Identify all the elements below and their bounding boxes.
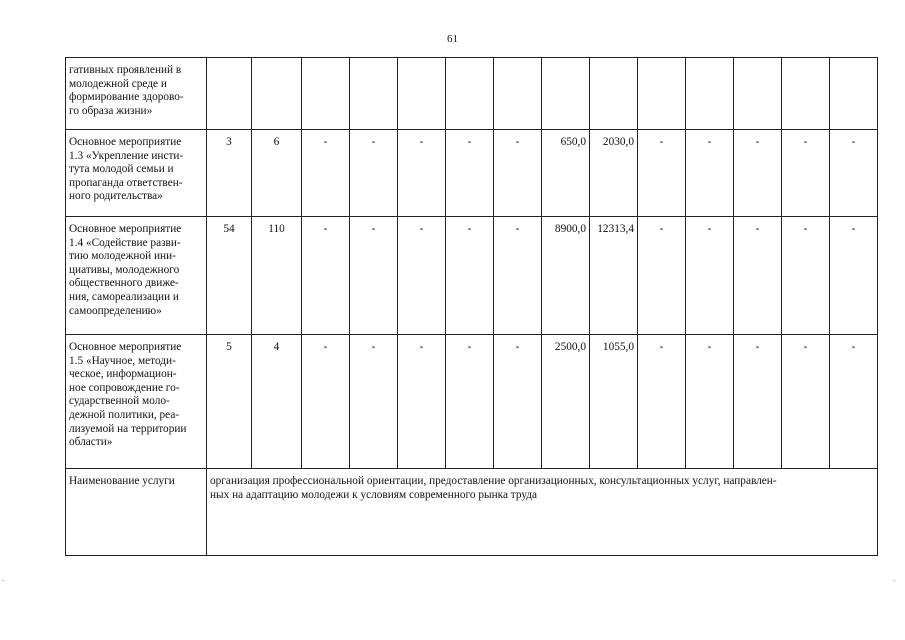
service-row [66, 469, 878, 556]
activity-label [66, 130, 207, 217]
table-cell: - [830, 130, 878, 217]
table-cell: 2500,0 [542, 335, 590, 469]
activity-label-line: 1.3 «Укрепление инсти- [69, 149, 184, 162]
activity-label-line: самоопределению» [69, 304, 162, 317]
table-cell: - [686, 335, 734, 469]
activity-label [66, 58, 207, 130]
program-activities-table [65, 57, 878, 556]
activity-label-line: ческое, информацион- [69, 368, 177, 381]
table-cell: - [302, 130, 350, 217]
table-cell: - [494, 130, 542, 217]
table-cell [252, 58, 302, 130]
activity-label [66, 217, 207, 335]
table-cell: - [350, 217, 398, 335]
table-cell [446, 58, 494, 130]
table-cell: - [398, 130, 446, 217]
table-cell: - [350, 335, 398, 469]
activity-label-line: тута молодой семьи и [69, 163, 174, 176]
table-cell: - [734, 130, 782, 217]
activity-label-line: дежной политики, реа- [69, 408, 180, 421]
table-cell: - [446, 130, 494, 217]
activity-label-line: сударственной моло- [69, 395, 170, 408]
table-row [66, 217, 878, 335]
activity-label-line: лизуемой на территории [69, 422, 187, 435]
table-cell: - [446, 217, 494, 335]
table-cell: - [638, 130, 686, 217]
table-cell: 1055,0 [590, 335, 638, 469]
activity-label-line: молодежной среде и [69, 77, 167, 90]
table-cell: 3 [207, 130, 252, 217]
table-cell: - [782, 130, 830, 217]
table-cell: 8900,0 [542, 217, 590, 335]
table-cell [207, 58, 252, 130]
activity-label-line: Основное мероприятие [69, 223, 182, 235]
table-cell: - [446, 335, 494, 469]
table-cell [830, 58, 878, 130]
table-cell: - [494, 217, 542, 335]
table-cell: 110 [252, 217, 302, 335]
service-label: Наименование услуги [66, 469, 207, 556]
scan-artifact: - [893, 576, 896, 585]
table-cell: 12313,4 [590, 217, 638, 335]
table-cell: 6 [252, 130, 302, 217]
table-cell: - [830, 217, 878, 335]
activity-label-line: ния, самореализации и [69, 290, 179, 303]
table-cell [638, 58, 686, 130]
table-cell [398, 58, 446, 130]
table-cell: - [686, 217, 734, 335]
activity-label-line: ного родительства» [69, 190, 163, 203]
activity-label-line: 1.4 «Содействие разви- [69, 236, 181, 249]
table-cell: - [734, 335, 782, 469]
activity-label-line: 1.5 «Научное, методи- [69, 354, 176, 367]
table-cell: - [398, 217, 446, 335]
table-cell: 2030,0 [590, 130, 638, 217]
table-cell: 5 [207, 335, 252, 469]
activity-label-line: формирование здорово- [69, 91, 184, 104]
activity-label-line: циативы, молодежного [69, 263, 180, 276]
activity-label-line: области» [69, 436, 113, 449]
page-number: 61 [447, 33, 458, 45]
table-cell [542, 58, 590, 130]
table-cell [302, 58, 350, 130]
service-description [207, 469, 878, 556]
table-cell [590, 58, 638, 130]
table-cell: - [302, 335, 350, 469]
table-cell [782, 58, 830, 130]
activity-label-line: пропаганда ответствен- [69, 176, 183, 189]
scan-artifact: - [2, 576, 5, 585]
table-cell: - [638, 335, 686, 469]
activity-label-line: Основное мероприятие [69, 341, 182, 353]
table-cell: - [830, 335, 878, 469]
table-cell [734, 58, 782, 130]
table-cell: - [686, 130, 734, 217]
table-cell: 54 [207, 217, 252, 335]
service-description-line: организация профессиональной ориентации, предоставление организационных, консультационных услуг, направлен- [210, 475, 777, 487]
table-cell: - [494, 335, 542, 469]
table-cell: - [734, 217, 782, 335]
table-cell: - [302, 217, 350, 335]
activity-label-line: Основное мероприятие [69, 136, 182, 148]
table-cell: - [398, 335, 446, 469]
table-row [66, 58, 878, 130]
table-cell: - [782, 217, 830, 335]
table-row [66, 130, 878, 217]
table-cell: 4 [252, 335, 302, 469]
activity-label-line: общественного движе- [69, 277, 179, 290]
table-cell: - [350, 130, 398, 217]
table-cell [686, 58, 734, 130]
table-cell [494, 58, 542, 130]
table-cell: - [782, 335, 830, 469]
activity-label-line: го образа жизни» [69, 104, 153, 117]
table-row [66, 335, 878, 469]
activity-label-line: гативных проявлений в [69, 64, 182, 76]
activity-label-line: тию молодежной ини- [69, 250, 176, 263]
table-cell: 650,0 [542, 130, 590, 217]
table-cell [350, 58, 398, 130]
service-description-line: ных на адаптацию молодежи к условиям современного рынка труда [210, 488, 538, 501]
activity-label-line: ное сопровождение го- [69, 381, 180, 394]
activity-label [66, 335, 207, 469]
table-cell: - [638, 217, 686, 335]
